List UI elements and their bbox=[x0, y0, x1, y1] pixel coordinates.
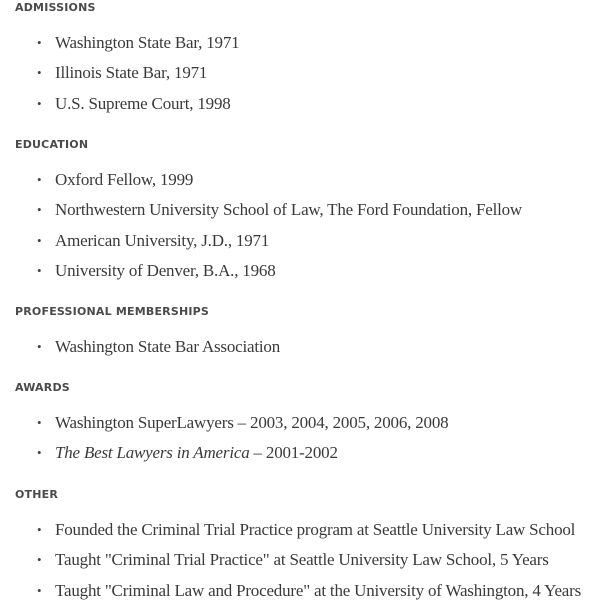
section-heading: AWARDS bbox=[15, 381, 70, 394]
section-professional-memberships bbox=[15, 302, 209, 322]
awards-list bbox=[15, 408, 448, 469]
bullet-icon: • bbox=[37, 415, 42, 430]
memberships-list bbox=[15, 332, 280, 362]
bullet-icon: • bbox=[37, 65, 42, 81]
section-heading: EDUCATION bbox=[15, 138, 89, 151]
bullet-icon: • bbox=[37, 202, 42, 218]
list-item: • University of Denver, B.A., 1968 bbox=[15, 256, 522, 286]
bullet-icon: • bbox=[37, 522, 42, 537]
list-item: • Oxford Fellow, 1999 bbox=[15, 165, 522, 195]
list-item: • Northwestern University School of Law, The Ford Foundation, Fellow bbox=[15, 195, 522, 225]
section-awards bbox=[15, 378, 70, 398]
section-education bbox=[15, 135, 88, 155]
admissions-list bbox=[15, 28, 239, 119]
list-item: • American University, J.D., 1971 bbox=[15, 226, 522, 256]
publication-title: The Best Lawyers in America bbox=[55, 443, 250, 463]
bullet-icon: • bbox=[37, 172, 42, 187]
list-item: • U.S. Supreme Court, 1998 bbox=[15, 89, 239, 119]
bullet-icon: • bbox=[37, 582, 42, 598]
list-item: • The Best Lawyers in America – 2001-2002 bbox=[15, 438, 448, 468]
bullet-icon: • bbox=[37, 262, 42, 278]
education-list bbox=[15, 165, 522, 286]
list-item: • Washington State Bar Association bbox=[15, 332, 280, 362]
section-other bbox=[15, 485, 58, 505]
section-heading: PROFESSIONAL MEMBERSHIPS bbox=[15, 305, 210, 318]
list-item: • Founded the Criminal Trial Practice program at Seattle University Law School bbox=[15, 515, 581, 545]
list-item: • Washington State Bar, 1971 bbox=[15, 28, 239, 58]
list-item: • Washington SuperLawyers – 2003, 2004, 2005, 2006, 2008 bbox=[15, 408, 448, 438]
list-item: • Taught "Criminal Trial Practice" at Seattle University Law School, 5 Years bbox=[15, 545, 581, 575]
section-heading: ADMISSIONS bbox=[15, 1, 96, 14]
section-admissions bbox=[15, 0, 96, 18]
bullet-icon: • bbox=[37, 339, 42, 354]
section-heading: OTHER bbox=[15, 488, 59, 501]
bullet-icon: • bbox=[37, 95, 42, 111]
bullet-icon: • bbox=[37, 232, 42, 248]
bullet-icon: • bbox=[37, 35, 42, 50]
list-item: • Illinois State Bar, 1971 bbox=[15, 58, 239, 88]
other-list bbox=[15, 515, 581, 606]
bullet-icon: • bbox=[37, 552, 42, 568]
bullet-icon: • bbox=[37, 445, 42, 461]
list-item: • Taught "Criminal Law and Procedure" at the University of Washington, 4 Years bbox=[15, 576, 581, 606]
